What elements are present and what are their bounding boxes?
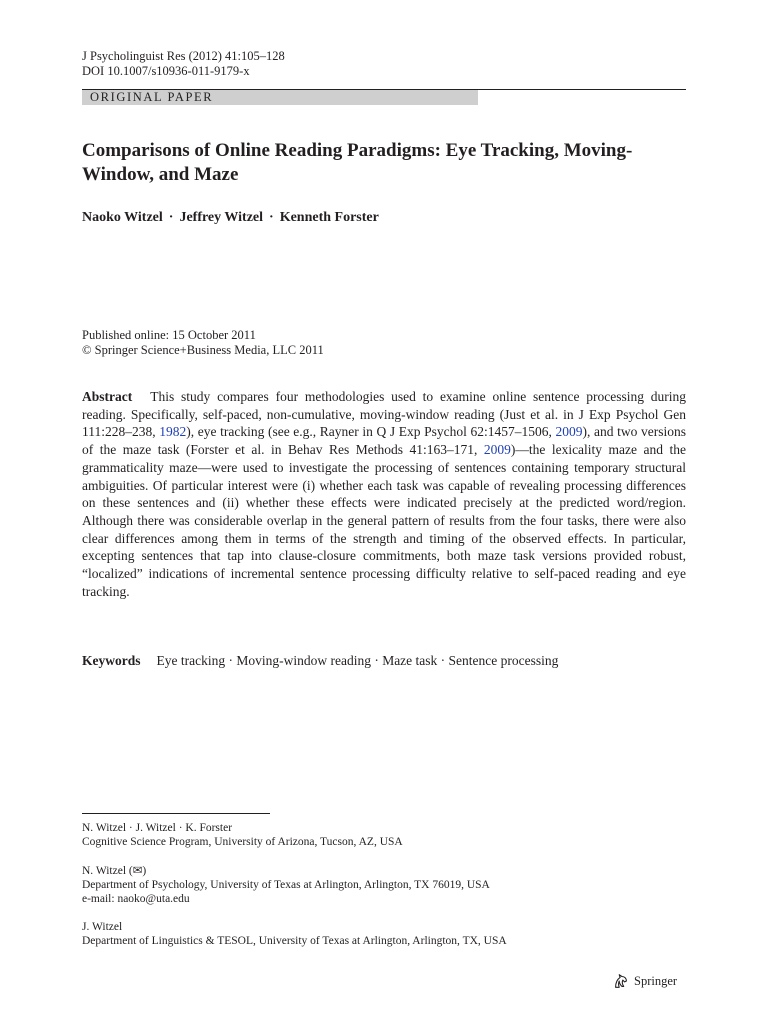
author-separator: ·: [269, 210, 274, 225]
author-name: Jeffrey Witzel: [179, 210, 264, 225]
journal-citation: J Psycholinguist Res (2012) 41:105–128: [82, 49, 285, 63]
abstract-text: )—the lexicality maze and the grammaticality maze—were used to investigate the processing of sentences containing temporary structural ambiguities. Of particular interest were (i) whether each task was capable of revealing processing differences on these sentences and (ii) whether these effects were indicated precisely at the predicted word/region. Although there was considerable overlap in the general pattern of results from the four tasks, there were also clear differences among them in terms of the strength and timing of the observed effects. In particular, excepting sentences that tap into clause-closure commitments, both maze task versions provided robust, “localized” indications of incremental sentence processing difficulty relative to self-paced reading and eye tracking.: [82, 442, 686, 599]
citation-link[interactable]: 1982: [159, 424, 187, 440]
abstract-text: ), eye tracking (see e.g., Rayner in Q J Exp Psychol 62:1457–1506,: [186, 424, 556, 440]
affiliation-block: [82, 821, 403, 849]
keywords-label: Keywords: [82, 653, 141, 668]
affiliation-block: [82, 864, 490, 906]
publisher-logo: [612, 972, 677, 990]
author-email[interactable]: e-mail: naoko@uta.edu: [82, 893, 190, 905]
article-type: ORIGINAL PAPER: [90, 90, 214, 104]
author-separator: ·: [168, 210, 174, 225]
citation-link[interactable]: 2009: [483, 442, 511, 458]
article-type-band: [82, 89, 686, 105]
abstract-text: This study compares four methodologies used to examine online sentence processing during reading. Specifically, self-paced, non-cumulative, moving-window reading (Just et al. in J Exp Psychol Gen 111:228–238,: [82, 389, 686, 440]
affiliation-text: Cognitive Science Program, University of Arizona, Tucson, AZ, USA: [82, 836, 403, 848]
abstract-text: ), and two versions of the maze task (Forster et al. in Behav Res Methods 41:163–171,: [82, 424, 686, 458]
author-list: [82, 210, 379, 226]
keywords-text: Eye tracking · Moving-window reading · Maze task · Sentence processing: [156, 653, 559, 668]
affiliation-names: N. Witzel · J. Witzel · K. Forster: [82, 822, 233, 834]
journal-header: [82, 49, 285, 79]
affiliation-names: N. Witzel (✉): [82, 865, 147, 877]
doi: DOI 10.1007/s10936-011-9179-x: [82, 64, 250, 78]
author-name: Naoko Witzel: [82, 210, 163, 225]
abstract: [82, 388, 686, 600]
copyright: © Springer Science+Business Media, LLC 2011: [82, 343, 324, 357]
publisher-name: Springer: [634, 973, 678, 988]
published-date: Published online: 15 October 2011: [82, 328, 256, 342]
publication-info: [82, 328, 324, 358]
footnote-rule: [82, 813, 270, 814]
abstract-label: Abstract: [82, 389, 133, 404]
author-name: Kenneth Forster: [279, 210, 379, 225]
affiliation-names: J. Witzel: [82, 921, 123, 933]
paper-title: Comparisons of Online Reading Paradigms: Eye Tracking, Moving-Window, and Maze: [82, 140, 633, 185]
springer-horse-icon: [612, 972, 630, 990]
affiliation-text: Department of Psychology, University of Texas at Arlington, Arlington, TX 76019, USA: [82, 879, 490, 891]
affiliation-text: Department of Linguistics & TESOL, University of Texas at Arlington, Arlington, TX, USA: [82, 935, 507, 947]
keywords: [82, 652, 558, 670]
citation-link[interactable]: 2009: [555, 424, 583, 440]
affiliation-block: [82, 920, 507, 948]
